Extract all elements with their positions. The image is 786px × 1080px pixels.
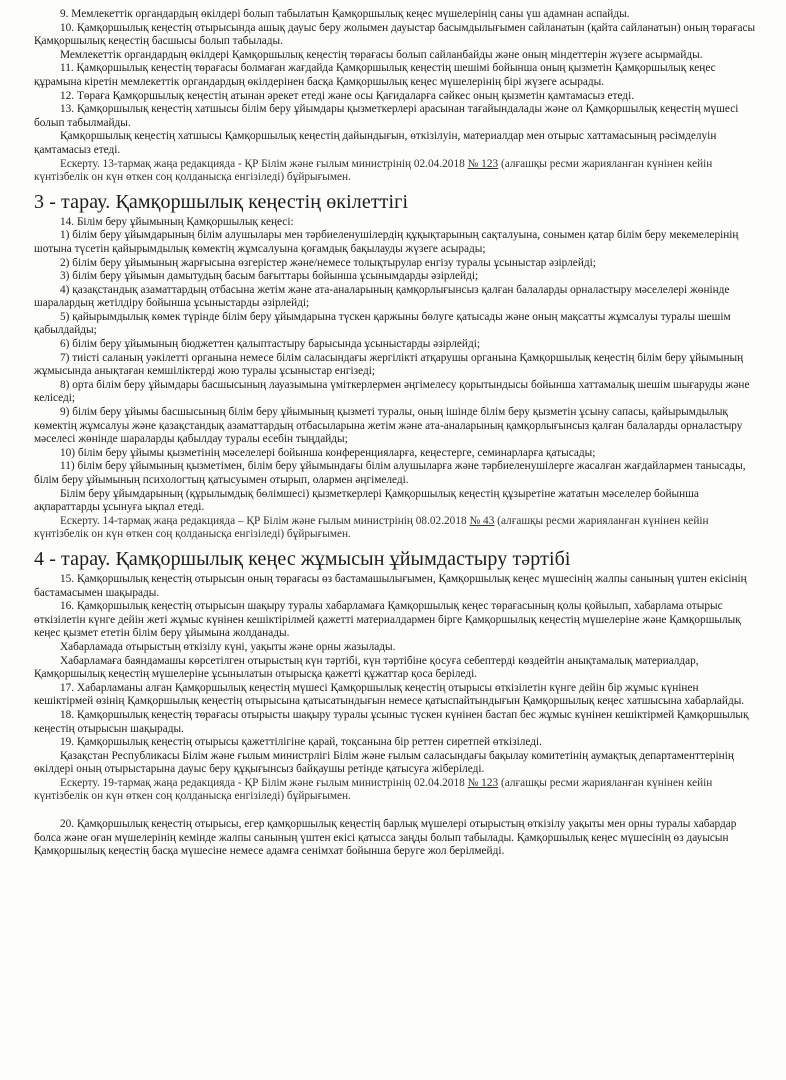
note-14 [34, 515, 758, 542]
chapter-3-heading: 3 - тарау. Қамқоршылық кеңестің өкілеттігі [34, 190, 409, 213]
paragraph-15: 15. Қамқоршылық кеңестің отырысын оның төрағасы өз бастамашылығымен, Қамқоршылық кеңес мүшесінің жалпы санының үштен екісінің бастамасымен шақырады. [34, 572, 747, 599]
item-14-1: 1) білім беру ұйымдарының білім алушылары мен тәрбиеленушілердің құқықтарының сақталуына, сонымен қатар білім беру мекемелерінің шотына түсетін қайырымдылық көмектің жұмсалуына қоғамдық бақылауды жүзеге асырады; [34, 229, 739, 255]
note-14-text-end: (алғашқы ресми жарияланған күнінен кейін күнтізбелік он күн өткен соң қолданысқа енгізіледі) бұйрығымен. [34, 514, 709, 541]
paragraph-16: 16. Қамқоршылық кеңестің отырысын шақыру туралы хабарламаға Қамқоршылық кеңес төрағасының қолы қойылып, хабарлама отырыс өткізілетін күнге дейін жеті жұмыс күнінен кешіктірілмей қажетті материалдармен бірге Қамқоршылық кеңестің мүшелеріне және Қамқоршылық кеңес қызмет ететін білім беру ұйымына жолданады. [34, 600, 741, 640]
paragraph-16-agenda: Хабарламаға баяндамашы көрсетілген отырыстың күн тәртібі, күн тәртібіне қосуға себептерді көздейтін анықтамалық материалдар, Қамқоршылық кеңестің мүшелеріне ұсынылатын отырысқа қажетті құжаттар қоса беріледі. [34, 654, 699, 681]
note-19 [34, 777, 758, 804]
item-14-3: 3) білім беру ұйымын дамытудың басым бағыттары бойынша ұсынымдарды әзірлейді; [60, 270, 479, 283]
paragraph-10-cont: Мемлекеттік органдардың өкілдері Қамқоршылық кеңестің төрағасы болып сайланбайды және оның міндеттерін жүзеге асырмайды. [60, 48, 703, 61]
paragraph-9: 9. Мемлекеттік органдардың өкілдері болып табылатын Қамқоршылық кеңес мүшелерінің саны үш адамнан аспайды. [60, 8, 630, 20]
paragraph-19-observers: Қазақстан Республикасы Білім және ғылым министрлігі Білім және ғылым саласындағы бақылау комитетінің аумақтық департаменттерінің өкілдері оның отырыстарына дауыс беру құқығынсыз байқаушы ретінде қатысуға жіберіледі. [34, 749, 734, 776]
note-13-link[interactable]: № 123 [467, 157, 499, 170]
paragraph-19: 19. Қамқоршылық кеңестің отырысы қажеттілігіне қарай, тоқсанына бір реттен сиретпей өткізіледі. [60, 736, 542, 749]
item-14-7: 7) тиісті саланың уәкілетті органына немесе білім саласындағы жергілікті атқарушы органына Қамқоршылық кеңестің білім беру ұйымының жұмысында анықтаған кемшіліктерді жою туралы ұсыныстар енгізеді; [34, 351, 744, 378]
paragraph-14: 14. Білім беру ұйымының Қамқоршылық кеңесі: [60, 215, 294, 228]
note-19-text-end: (алғашқы ресми жарияланған күнінен кейін күнтізбелік он күн өткен соң қолданысқа енгізіледі) бұйрығымен. [34, 776, 713, 803]
item-14-11: 11) білім беру ұйымының қызметімен, білім беру ұйымындағы білім алушыларға және тәрбиеленушілерге жасалған жағдайлармен танысады, білім беру ұйымының психологтың қатысуымен отырып, олармен әңгімеледі. [34, 460, 746, 486]
chapter-4-heading: 4 - тарау. Қамқоршылық кеңес жұмысын ұйымдастыру тәртібі [34, 547, 571, 570]
paragraph-18: 18. Қамқоршылық кеңестің төрағасы отырысты шақыру туралы ұсыныс түскен күнінен бастап бес жұмыс күнінен кешіктірмей Қамқоршылық кеңестің отырысын шақырады. [34, 708, 749, 735]
paragraph-13: 13. Қамқоршылық кеңестің хатшысы білім беру ұйымдары қызметкерлері арасынан тағайындалады және ол Қамқоршылық кеңестің мүшесі болып табылмайды. [34, 103, 739, 129]
paragraph-14-extra: Білім беру ұйымдарының (құрылымдық бөлімшесі) қызметкерлері Қамқоршылық кеңестің құзыретіне жататын мәселелер бойынша ақпараттарды ұсынуға ықпал етеді. [34, 487, 699, 514]
item-14-5: 5) қайырымдылық көмек түрінде білім беру ұйымдарына түскен қаржыны бөлуге қатысады және оның мақсатты жұмсалуы туралы шешім қабылдайды; [34, 310, 731, 337]
paragraph-17: 17. Хабарламаны алған Қамқоршылық кеңестің мүшесі Қамқоршылық кеңестің отырысы өткізілетін күнге дейін бір жұмыс күнінен кешіктірмей өзінің Қамқоршылық кеңестің отырысына қатысатындығын немесе қатыспайтындығын Қамқоршылық кеңес хатшысына хабарлайды. [34, 681, 745, 708]
note-19-text: Ескерту. 19-тармақ жаңа редакцияда - ҚР Білім және ғылым министрінің 02.04.2018 [60, 776, 468, 789]
paragraph-12: 12. Төраға Қамқоршылық кеңестің атынан әрекет етеді және осы Қағидаларға сәйкес оның қызметін қамтамасыз етеді. [60, 89, 635, 102]
paragraph-13-cont: Қамқоршылық кеңестің хатшысы Қамқоршылық кеңестің дайындығын, өткізілуін, материалдар мен отырыс хаттамасының рәсімделуін қамтамасыз етеді. [34, 130, 717, 156]
paragraph-16-date: Хабарламада отырыстың өткізілу күні, уақыты және орны жазылады. [60, 640, 396, 653]
item-14-2: 2) білім беру ұйымының жарғысына өзгерістер және/немесе толықтырулар енгізу туралы ұсыныстар әзірлейді; [60, 256, 596, 269]
note-14-text: Ескерту. 14-тармақ жаңа редакцияда – ҚР Білім және ғылым министрінің 08.02.2018 [60, 514, 470, 527]
item-14-6: 6) білім беру ұйымының бюджеттен қалыптастыру барысында ұсыныстарды әзірлейді; [60, 338, 480, 351]
spacer [34, 804, 758, 818]
item-14-4: 4) қазақстандық азаматтардың отбасына жетім және ата-аналарының қамқорлығынсыз қалған балаларды орналастыру мәселелері жөнінде шаралардың жетілдіру бойынша ұсыныстарды әзірлейді; [34, 283, 730, 310]
note-19-link[interactable]: № 123 [467, 776, 499, 789]
note-14-link[interactable]: № 43 [469, 514, 495, 527]
item-14-10: 10) білім беру ұйымы қызметінің мәселелері бойынша конференцияларға, кеңестерге, семинарларға қатысады; [60, 446, 596, 459]
note-13-text-end: (алғашқы ресми жарияланған күнінен кейін күнтізбелік он күн өткен соң қолданысқа енгізіледі) бұйрығымен. [34, 157, 713, 184]
paragraph-20: 20. Қамқоршылық кеңестің отырысы, егер қамқоршылық кеңестің барлық мүшелері отырыстың өткізілу уақыты мен орны туралы хабардар болса және оған мүшелерінің кемінде жалпы санының үштен екісі қатысса заңды болып табылады. Қамқоршылық кеңес мүшесінің өз дауысын Қамқоршылық кеңестің басқа мүшесіне немесе адамға сенімхат бойынша беруге жол берілмейді. [34, 818, 737, 858]
note-13-text: Ескерту. 13-тармақ жаңа редакцияда - ҚР Білім және ғылым министрінің 02.04.2018 [60, 157, 468, 170]
note-13 [34, 158, 758, 185]
paragraph-10: 10. Қамқоршылық кеңестің отырысында ашық дауыс беру жолымен дауыстар басымдылығымен сайланатын (қайта сайланатын) оның төрағасы Қамқоршылық кеңестің басшысы болып табылады. [34, 21, 756, 48]
item-14-8: 8) орта білім беру ұйымдары басшысының лауазымына үміткерлермен әңгімелесу қорытындысы бойынша хаттамалық шешім шығаруды және келіседі; [34, 378, 750, 405]
item-14-9: 9) білім беру ұйымы басшысының білім беру ұйымының қызметі туралы, оның ішінде білім беру қызметін ұсыну сапасы, қайырымдылық көмектің жұмсалуы және қазақстандық азаматтардың отбасыларына жетім және ата-аналарының қамқорлығынсыз қалған балаларды орналастыру мәселесі жөнінде шараларды қабылдау туралы есебін тыңдайды; [34, 406, 743, 446]
paragraph-11: 11. Қамқоршылық кеңестің төрағасы болмаған жағдайда Қамқоршылық кеңестің шешімі бойынша оның қызметін Қамқоршылық кеңес құрамына кіретін мемлекеттік органдардың өкілдерінен басқа Қамқоршылық кеңес мүшелерінің бірі жүзеге асырады. [34, 62, 716, 88]
